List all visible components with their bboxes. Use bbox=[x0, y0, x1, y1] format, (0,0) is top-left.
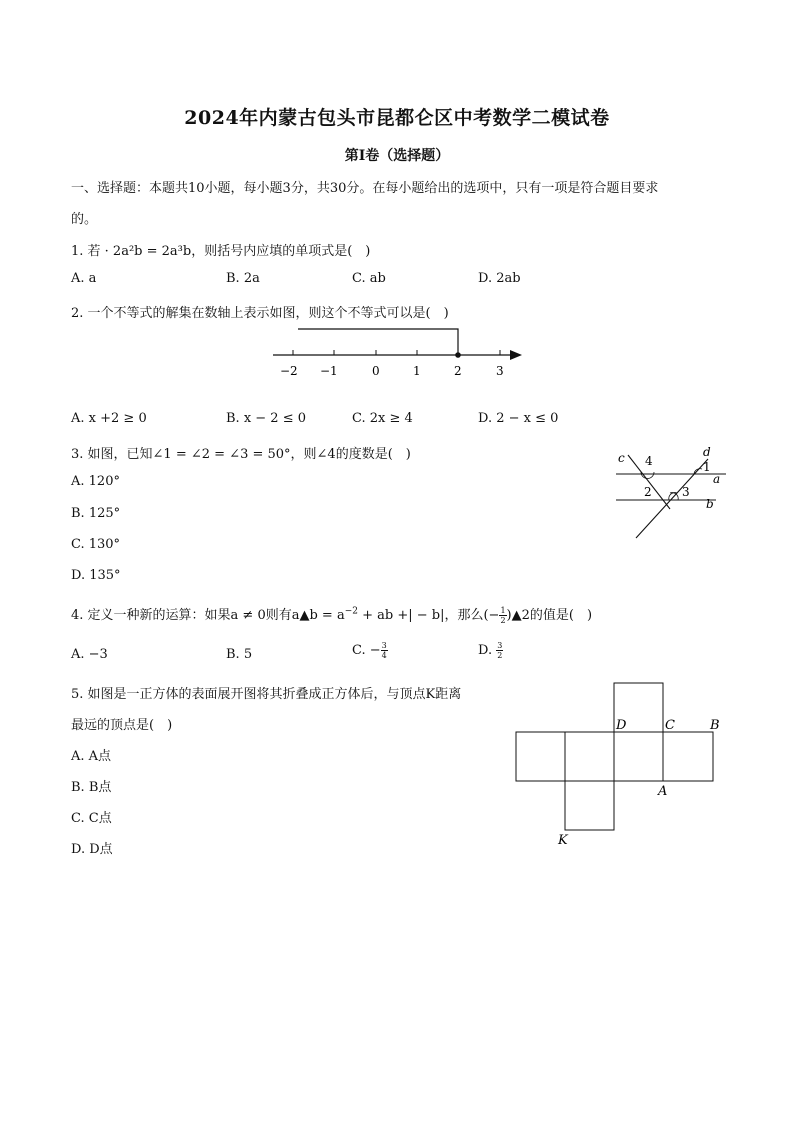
svg-text:d: d bbox=[703, 445, 711, 459]
svg-text:4: 4 bbox=[645, 454, 653, 468]
question-4-option-a[interactable]: A. −3 bbox=[71, 647, 108, 662]
question-1-option-d[interactable]: D. 2ab bbox=[478, 271, 521, 286]
question-2-option-c[interactable]: C. 2x ≥ 4 bbox=[352, 411, 413, 426]
question-3-option-b[interactable]: B. 125° bbox=[71, 506, 121, 521]
svg-text:a: a bbox=[713, 472, 721, 486]
tick-label: 2 bbox=[454, 364, 462, 378]
tick-label: −1 bbox=[320, 364, 338, 378]
svg-text:2: 2 bbox=[644, 485, 652, 499]
svg-text:b: b bbox=[706, 497, 714, 511]
fraction: $\frac{1}{2}$ bbox=[500, 606, 506, 625]
page-title: 2024年内蒙古包头市昆都仑区中考数学二模试卷 bbox=[184, 107, 610, 129]
svg-text:K: K bbox=[558, 833, 568, 848]
svg-text:B: B bbox=[710, 718, 720, 733]
question-3-option-c[interactable]: C. 130° bbox=[71, 537, 121, 552]
parallel-lines-figure bbox=[608, 443, 738, 543]
number-line-figure bbox=[268, 322, 528, 382]
question-1-stem: 1. 若 · 2a²b = 2a³b，则括号内应填的单项式是( ) bbox=[71, 244, 371, 259]
question-5-stem-line-1: 5. 如图是一正方体的表面展开图将其折叠成正方体后，与顶点K距离 bbox=[71, 687, 462, 702]
tick-label: 1 bbox=[413, 364, 421, 378]
svg-text:c: c bbox=[618, 451, 625, 465]
section-heading: 第Ⅰ卷（选择题） bbox=[344, 148, 450, 164]
question-2-option-d[interactable]: D. 2 − x ≤ 0 bbox=[478, 411, 559, 426]
tick-label: 3 bbox=[496, 364, 504, 378]
question-5-option-a[interactable]: A. A点 bbox=[71, 749, 112, 764]
question-2-option-b[interactable]: B. x − 2 ≤ 0 bbox=[226, 411, 307, 426]
question-5-option-b[interactable]: B. B点 bbox=[71, 780, 112, 795]
question-4-option-b[interactable]: B. 5 bbox=[226, 647, 253, 662]
question-5-option-d[interactable]: D. D点 bbox=[71, 842, 113, 857]
cube-net-figure bbox=[508, 676, 728, 852]
tick-label: 0 bbox=[372, 364, 380, 378]
question-4-option-c[interactable]: C. − $\frac{3}{4}$ bbox=[352, 641, 387, 660]
svg-text:A: A bbox=[658, 784, 668, 799]
question-5-stem-line-2: 最远的顶点是( ) bbox=[71, 718, 173, 733]
question-3-stem: 3. 如图，已知∠1 = ∠2 = ∠3 = 50°，则∠4的度数是( ) bbox=[71, 447, 411, 462]
question-1-option-c[interactable]: C. ab bbox=[352, 271, 386, 286]
question-1-option-a[interactable]: A. a bbox=[71, 271, 97, 286]
instructions-line-2: 的。 bbox=[71, 212, 98, 227]
question-4-option-d[interactable]: D. $\frac{3}{2}$ bbox=[478, 641, 503, 660]
svg-text:D: D bbox=[616, 718, 627, 733]
question-1-option-b[interactable]: B. 2a bbox=[226, 271, 260, 286]
question-2-stem: 2. 一个不等式的解集在数轴上表示如图，则这个不等式可以是( ) bbox=[71, 306, 449, 321]
question-4-stem: 4. 定义一种新的运算：如果a ≠ 0则有a▲b = $a^{-2}$ + ab +| − b|，那么(− $\frac{1}{2}$ )▲2的值是( ) bbox=[71, 606, 593, 625]
svg-text:C: C bbox=[665, 718, 675, 733]
svg-text:1: 1 bbox=[703, 460, 711, 474]
tick-label: −2 bbox=[280, 364, 298, 378]
instructions-line-1: 一、选择题：本题共10小题，每小题3分，共30分。在每小题给出的选项中，只有一项是符合题目要求 bbox=[71, 181, 659, 196]
question-2-option-a[interactable]: A. x +2 ≥ 0 bbox=[71, 411, 147, 426]
solution-ray bbox=[298, 329, 458, 355]
question-5-option-c[interactable]: C. C点 bbox=[71, 811, 112, 826]
question-3-option-d[interactable]: D. 135° bbox=[71, 568, 121, 583]
question-3-option-a[interactable]: A. 120° bbox=[71, 474, 120, 489]
svg-text:3: 3 bbox=[682, 485, 690, 499]
closed-endpoint bbox=[455, 352, 461, 358]
